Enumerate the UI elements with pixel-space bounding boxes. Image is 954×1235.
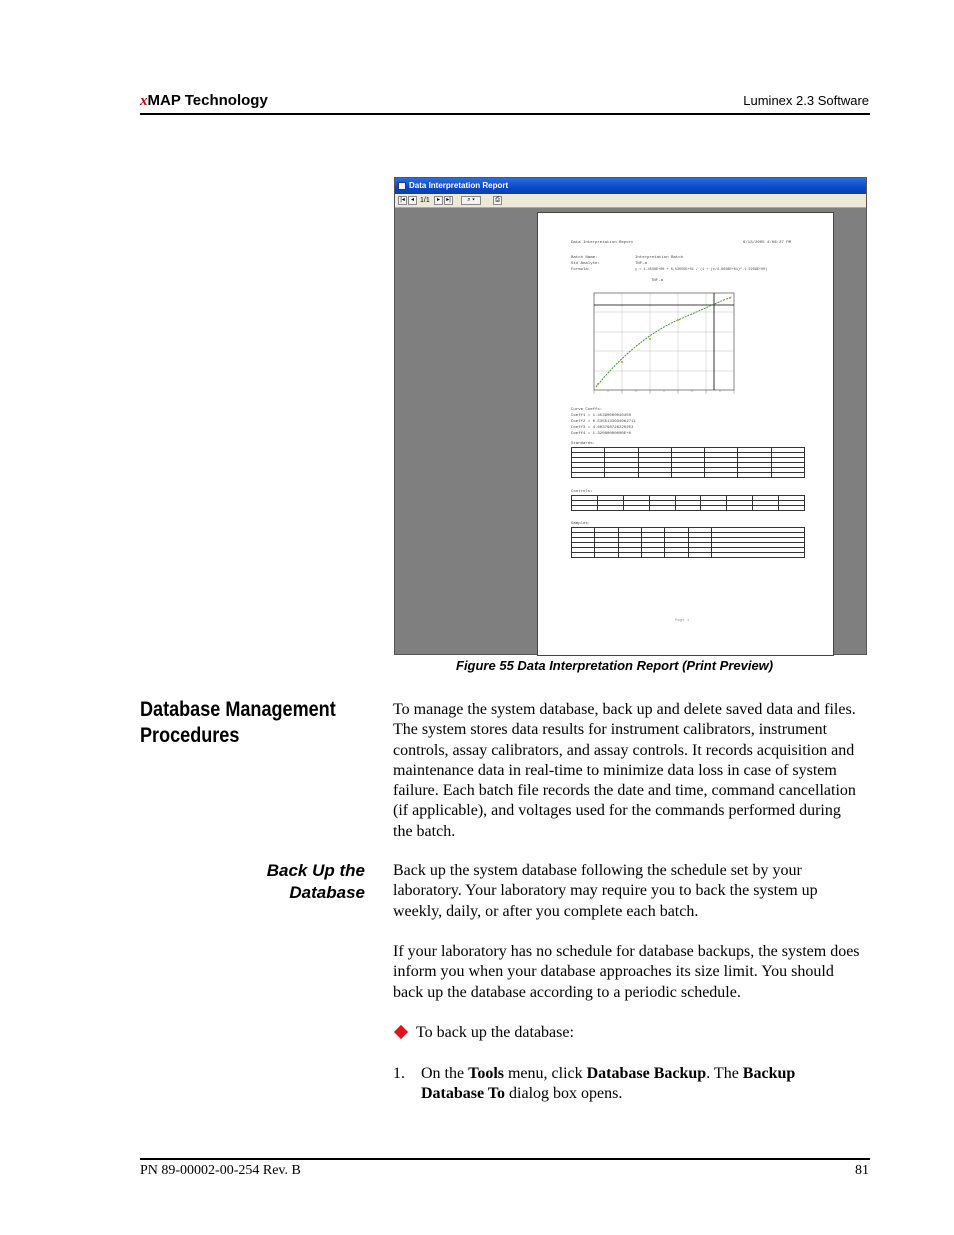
coeff-line: Coeff2 = 0.5355133034062711 (571, 420, 636, 424)
report-page-number: Page 1 (675, 619, 690, 623)
dialog-name: Backup Database To (421, 1065, 796, 1103)
print-icon[interactable]: ⎙ (493, 196, 502, 205)
report-datetime: 6/13/2005 4:06:27 PM (743, 241, 792, 245)
preview-toolbar (395, 194, 866, 208)
procedure-bullet (393, 1023, 574, 1043)
step-text-part: . The (706, 1065, 743, 1082)
procedure-title: To back up the database: (416, 1024, 574, 1041)
field-value: y = 1.4539E+00 + 0.53555E+01 / (1 + (x/4.6038E+01)^-1.3208E+00) (635, 268, 768, 272)
prev-page-icon[interactable]: ◂ (408, 196, 417, 205)
controls-label: Controls: (571, 490, 593, 494)
chart-title: TNF-a (651, 279, 664, 283)
backup-paragraph-2: If your laboratory has no schedule for database backups, the system does inform you when your database approaches its size limit. You should back up the database according to a periodic schedule. (393, 943, 860, 1001)
next-page-icon[interactable]: ▸ (434, 196, 443, 205)
coeff-line: Coeff3 = 4.6037987262202E3 (571, 426, 634, 430)
page-counter: 1/1 (420, 197, 430, 204)
header-brand (140, 92, 268, 110)
report-page (537, 212, 834, 656)
standards-table (571, 447, 805, 478)
coeff-heading: Curve Coeffs: (571, 408, 603, 412)
step-text (421, 1064, 851, 1105)
standards-label: Standards: (571, 442, 596, 446)
field-label: Formula: (571, 268, 591, 272)
controls-table (571, 495, 805, 511)
step-text-part: menu, click (503, 1065, 587, 1082)
header-product: Luminex 2.3 Software (743, 93, 869, 108)
figure-caption: Figure 55 Data Interpretation Report (Print Preview) (456, 658, 774, 673)
field-label: Batch Name: (571, 256, 598, 260)
step-text-part: dialog box opens. (505, 1085, 623, 1103)
window-titlebar (395, 178, 866, 194)
report-window-icon (398, 182, 406, 190)
preview-left-margin (395, 208, 537, 654)
step-number: 1. (393, 1065, 405, 1082)
footer-part-number: PN 89-00002-00-254 Rev. B (140, 1163, 301, 1178)
coeff-line: Coeff1 = 1.45390000040450 (571, 414, 632, 418)
section-heading: Database Management Procedures (140, 698, 336, 747)
field-label: Std Analyte: (571, 262, 600, 266)
header-rule (140, 113, 870, 115)
report-title: Data Interpretation Report (571, 241, 634, 245)
step-text-part: On the (421, 1065, 469, 1082)
window-title: Data Interpretation Report (409, 181, 509, 190)
samples-table (571, 527, 805, 558)
diamond-bullet-icon (394, 1025, 408, 1039)
footer-page-number: 81 (855, 1163, 869, 1178)
subsection-heading: Back Up the Database (266, 861, 365, 902)
brand-prefix: x (140, 93, 148, 109)
field-value: Interpretation Batch (635, 256, 684, 260)
standard-curve-chart (560, 287, 740, 407)
menu-name-tools: Tools (468, 1065, 504, 1082)
last-page-icon[interactable]: ▸| (444, 196, 453, 205)
command-database-backup: Database Backup (586, 1065, 707, 1082)
print-preview-screenshot (394, 177, 867, 655)
brand-name: MAP Technology (147, 92, 268, 109)
zoom-icon[interactable]: ⌕ ▾ (461, 196, 481, 205)
field-value: TNF-a (635, 262, 648, 266)
footer-rule (140, 1158, 870, 1160)
preview-right-margin (834, 208, 866, 654)
section-paragraph: To manage the system database, back up and delete saved data and files. The system stores data results for instrument calibrators, instrument controls, assay calibrators, and assay controls. It records acquisition and maintenance data in real-time to minimize data loss in case of system failure. Each batch file records the date and time, command cancellation (if applicable), and voltages used for the commands performed during the batch. (393, 701, 856, 840)
backup-paragraph-1: Back up the system database following the schedule set by your laboratory. Your laboratory may require you to back the system up weekly, daily, or after you complete each batch. (393, 862, 818, 920)
samples-label: Samples: (571, 522, 591, 526)
first-page-icon[interactable]: |◂ (398, 196, 407, 205)
coeff-line: Coeff4 = 1.32080000000E+0 (571, 432, 632, 436)
